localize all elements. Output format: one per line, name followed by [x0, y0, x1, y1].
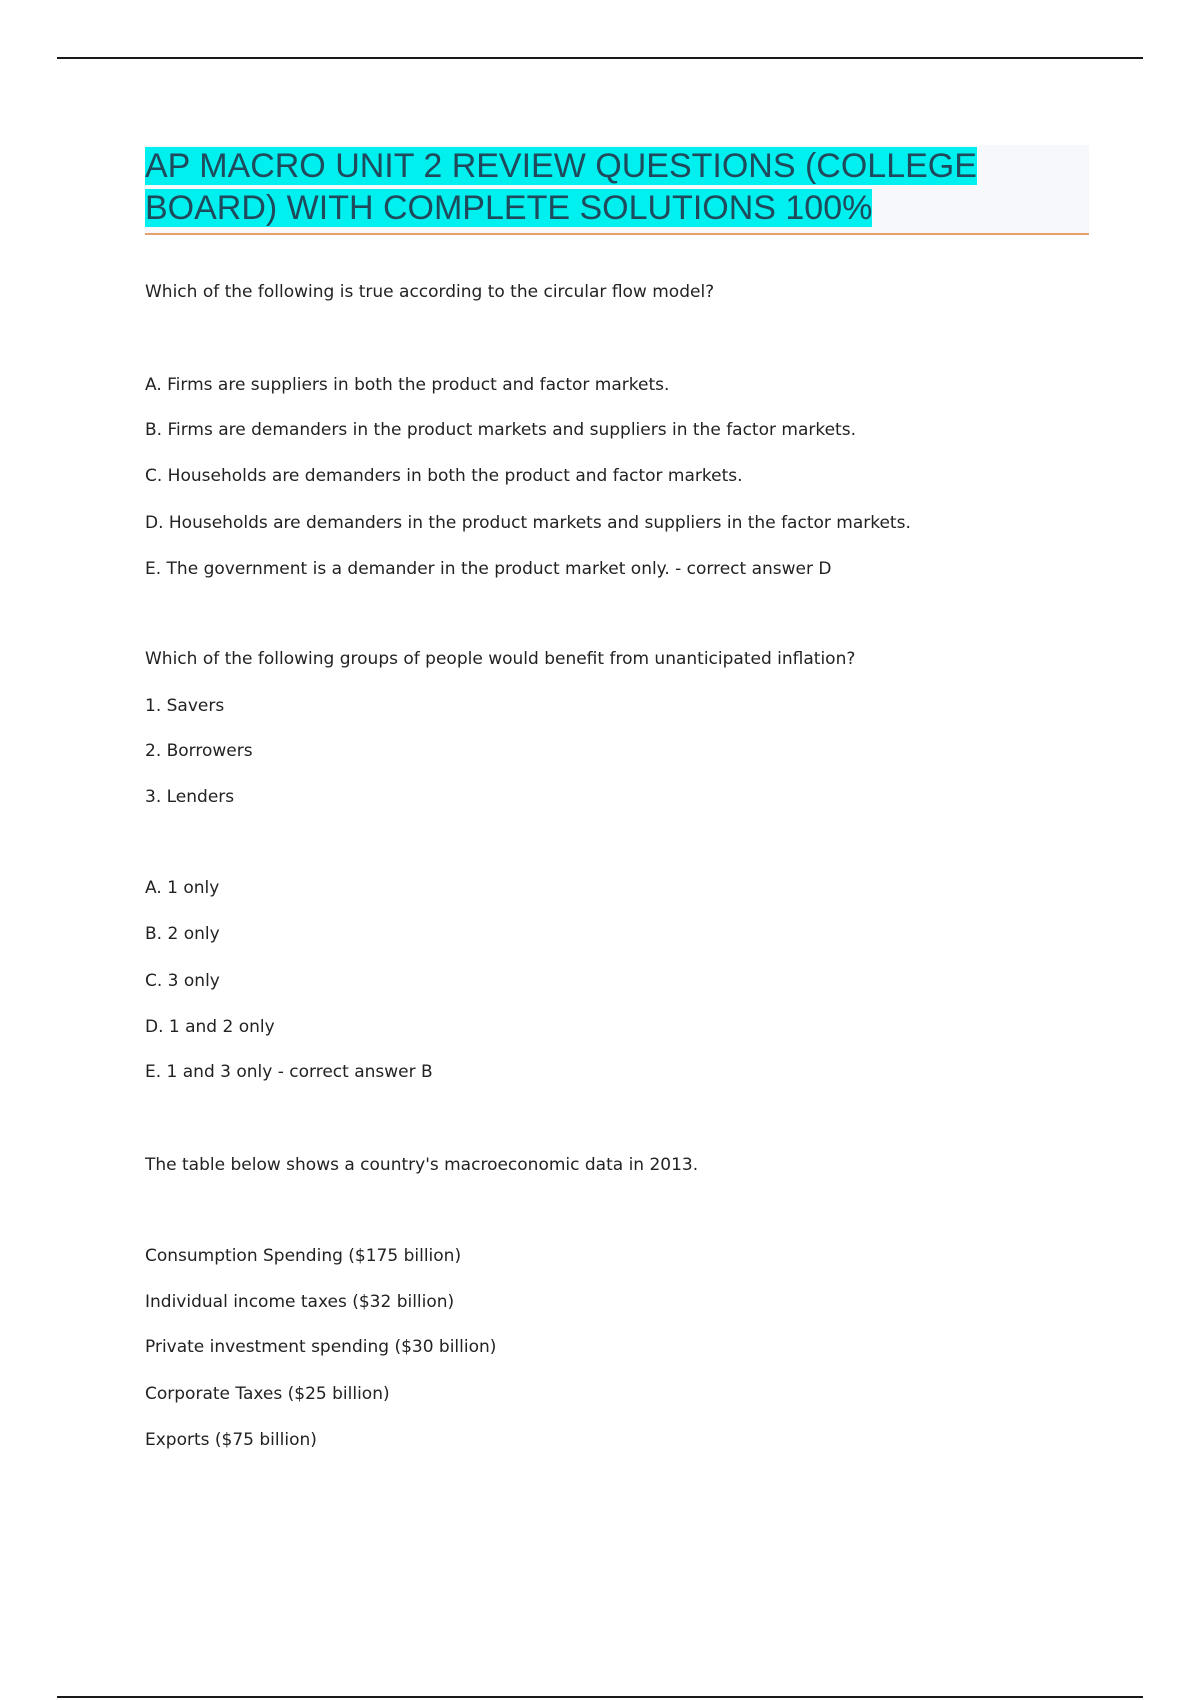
q2-option-e: E. 1 and 3 only - correct answer B	[145, 1062, 433, 1082]
footer-rule	[57, 1696, 1143, 1698]
document-title	[145, 145, 1089, 229]
q3-item-corporate-taxes: Corporate Taxes ($25 billion)	[145, 1384, 390, 1404]
q1-question: Which of the following is true according to the circular flow model?	[145, 282, 715, 302]
q1-option-e: E. The government is a demander in the product market only. - correct answer D	[145, 559, 832, 579]
q1-option-a: A. Firms are suppliers in both the product and factor markets.	[145, 375, 670, 395]
q2-option-a: A. 1 only	[145, 878, 220, 898]
document-title-block	[145, 145, 1089, 235]
q2-item-3: 3. Lenders	[145, 787, 235, 807]
q1-option-b: B. Firms are demanders in the product markets and suppliers in the factor markets.	[145, 420, 856, 440]
q3-item-investment: Private investment spending ($30 billion)	[145, 1337, 497, 1357]
q1-option-d: D. Households are demanders in the product markets and suppliers in the factor markets.	[145, 513, 911, 533]
q3-intro: The table below shows a country's macroeconomic data in 2013.	[145, 1155, 699, 1175]
title-highlight: AP MACRO UNIT 2 REVIEW QUESTIONS (COLLEGE BOARD) WITH COMPLETE SOLUTIONS 100%	[145, 147, 977, 227]
header-rule	[57, 57, 1143, 59]
q2-item-1: 1. Savers	[145, 696, 225, 716]
q3-item-income-taxes: Individual income taxes ($32 billion)	[145, 1292, 455, 1312]
q1-option-c: C. Households are demanders in both the product and factor markets.	[145, 466, 743, 486]
q2-item-2: 2. Borrowers	[145, 741, 253, 761]
q2-option-d: D. 1 and 2 only	[145, 1017, 275, 1037]
q3-item-consumption: Consumption Spending ($175 billion)	[145, 1246, 462, 1266]
q2-option-b: B. 2 only	[145, 924, 220, 944]
q3-item-exports: Exports ($75 billion)	[145, 1430, 317, 1450]
q2-option-c: C. 3 only	[145, 971, 220, 991]
q2-question: Which of the following groups of people would benefit from unanticipated inflation?	[145, 649, 856, 669]
